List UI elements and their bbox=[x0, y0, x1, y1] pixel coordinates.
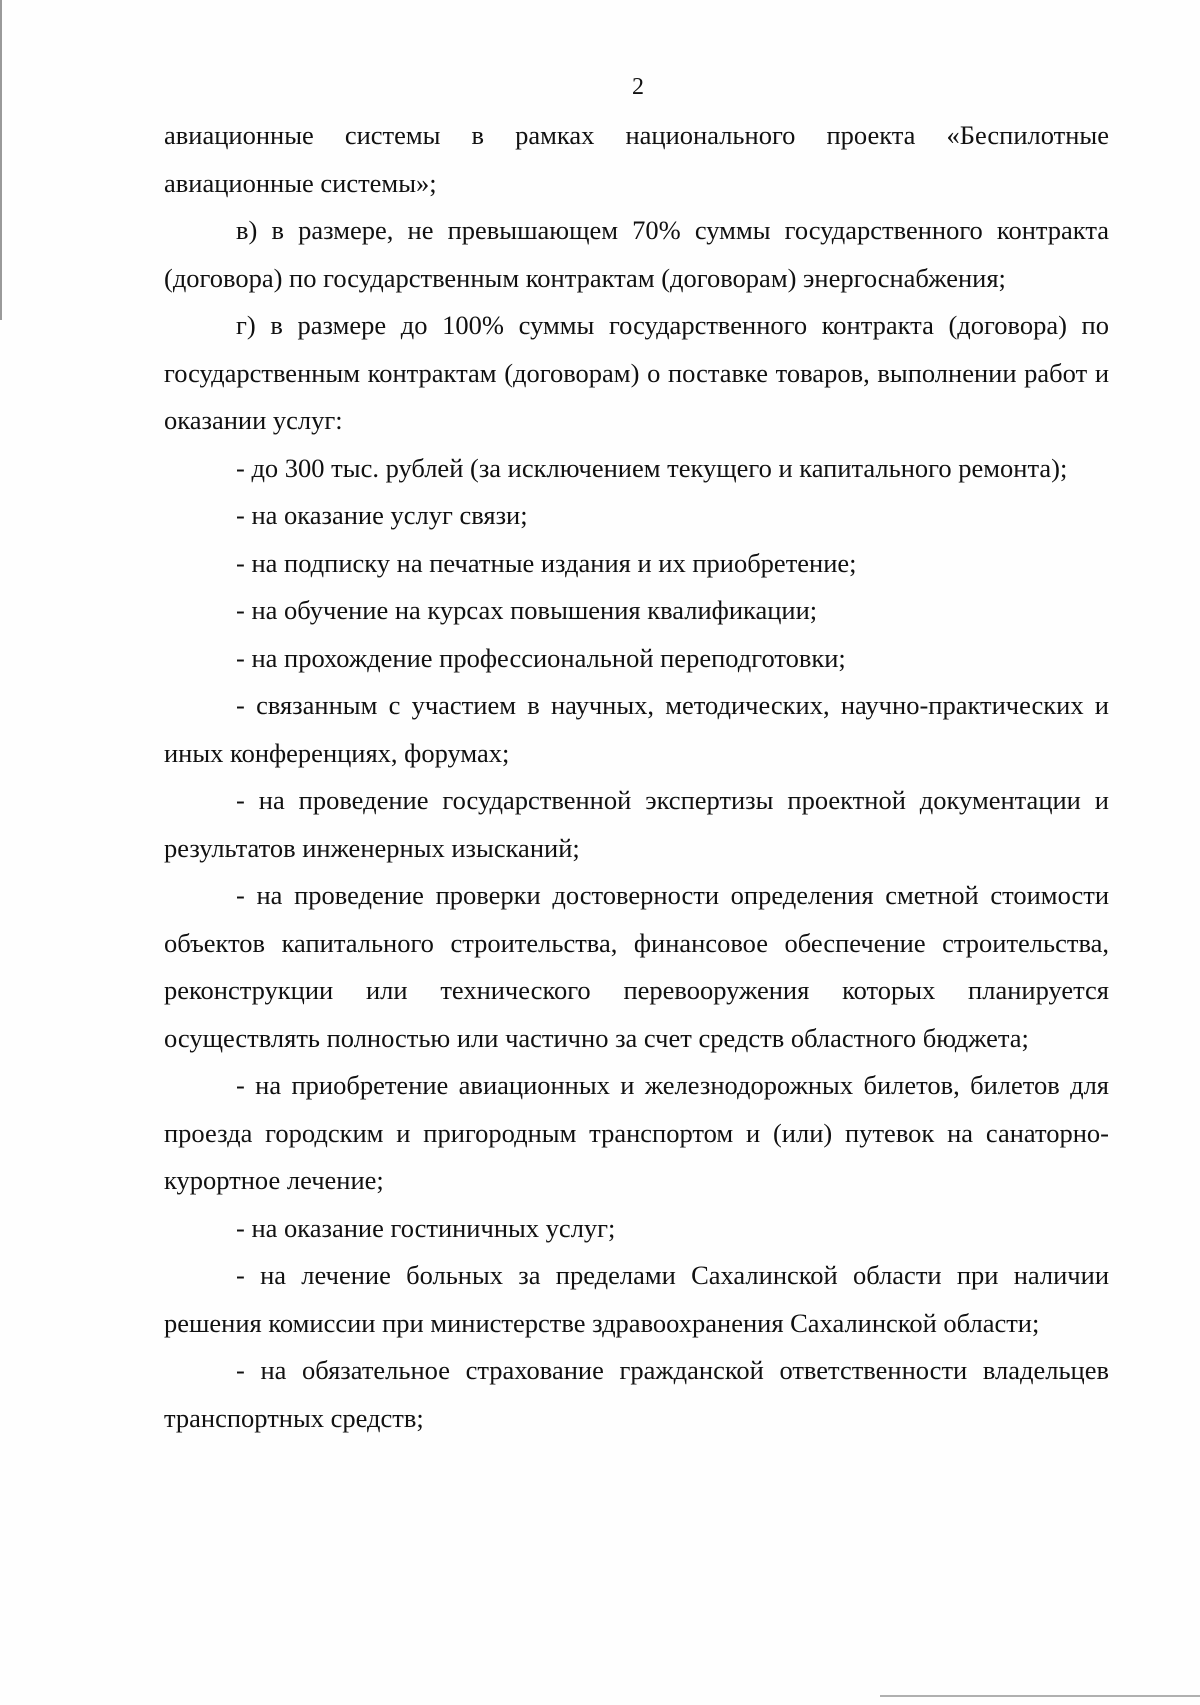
list-item: - на проведение государственной экспертизы проектной документации и результатов инженерных изысканий; bbox=[164, 785, 1109, 863]
list-item: - на обучение на курсах повышения квалификации; bbox=[236, 595, 818, 625]
scan-edge-bottom bbox=[880, 1695, 1200, 1697]
list-item: - на обязательное страхование гражданской ответственности владельцев транспортных средств; bbox=[164, 1355, 1109, 1433]
list-item: - связанным с участием в научных, методических, научно-практических и иных конференциях, форумах; bbox=[164, 690, 1109, 768]
list-item: - до 300 тыс. рублей (за исключением текущего и капитального ремонта); bbox=[236, 452, 1068, 483]
paragraph: в) в размере, не превышающем 70% суммы государственного контракта (договора) по государственным контрактам (договорам) энергоснабжения; bbox=[164, 215, 1109, 293]
list-item: - на оказание гостиничных услуг; bbox=[236, 1212, 616, 1243]
document-body bbox=[164, 112, 1109, 1442]
list-item: - на приобретение авиационных и железнодорожных билетов, билетов для проезда городским и пригородным транспортом и (или) путевок на санаторно-курортное лечение; bbox=[164, 1070, 1109, 1195]
list-item: - на прохождение профессиональной переподготовки; bbox=[236, 642, 846, 673]
list-item: - на подписку на печатные издания и их приобретение; bbox=[236, 547, 857, 578]
scan-edge-left bbox=[0, 0, 2, 320]
paragraph: авиационные системы в рамках национального проекта «Беспилотные авиационные системы»; bbox=[164, 120, 1109, 198]
page-number: 2 bbox=[632, 74, 644, 100]
list-item: - на оказание услуг связи; bbox=[236, 500, 528, 530]
paragraph: г) в размере до 100% суммы государственного контракта (договора) по государственным контрактам (договорам) о поставке товаров, выполнении работ и оказании услуг: bbox=[164, 310, 1109, 435]
list-item: - на лечение больных за пределами Сахалинской области при наличии решения комиссии при министерстве здравоохранения Сахалинской области; bbox=[164, 1260, 1109, 1338]
list-item: - на проведение проверки достоверности определения сметной стоимости объектов капитального строительства, финансовое обеспечение строительства, реконструкции или технического перевооружения которых планируется осуществлять полностью или частично за счет средств областного бюджета; bbox=[164, 880, 1109, 1053]
